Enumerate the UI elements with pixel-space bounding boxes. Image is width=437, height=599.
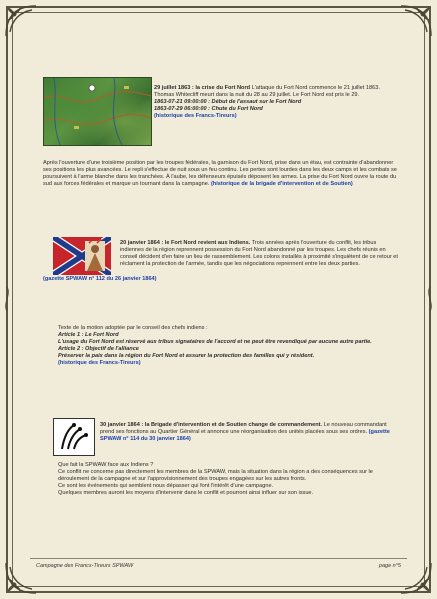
footer-title: Campagne des Francs-Tireurs SPWAW	[36, 563, 134, 569]
section3-paragraphs	[58, 462, 398, 497]
section1-lead: 29 juillet 1863 : la crise du Fort Nord	[154, 85, 251, 91]
article2-title: Article 2 : Objectif de l'alliance	[58, 346, 139, 353]
article1-body: L'usage du Fort Nord est réservé aux tribus signataires de l'accord et ne peut être revendiqué par aucune autre partie.	[58, 339, 372, 346]
section2-source2-link[interactable]: (historique des Francs-Tireurs)	[58, 360, 141, 367]
terrain-map-image	[43, 77, 152, 146]
section2-body: Trois années après l'ouverture du conflit, les tribus indiennes de la région reprennent possession du Fort Nord abandonné par les troupes. Les chefs réunis en conseil décident d'en faire un lieu de rassemblement. Les colons installés à proximité s'inquiètent de ce retour et réclament la protection de l'armée, tandis que les négociations reprennent entre les deux parties.	[120, 240, 398, 268]
section1-source-link[interactable]: (historique des Francs-Tireurs)	[154, 113, 237, 120]
footer-divider	[30, 558, 407, 559]
corner-ornament-icon	[2, 559, 40, 597]
section3-lead: 30 janvier 1864 : la Brigade d'intervention et de Soutien change de commandement.	[100, 422, 323, 428]
section3-p2: Ce conflit ne concerne pas directement les membres de la SPWAW, mais la situation dans la région a des conséquences sur le déroulement de la campagne et sur l'approvisionnement des troupes engagées sur les autres fronts.	[58, 469, 373, 483]
corner-ornament-icon	[397, 559, 435, 597]
section1-date-line1: 1863-07-21 09:00:00 : Début de l'assaut sur le Fort Nord	[154, 99, 302, 106]
section3-p1: Que fait la SPWAW face aux Indiens ?	[58, 462, 154, 468]
corner-ornament-icon	[2, 2, 40, 40]
section3-p4: Quelques membres auront les moyens d'intervenir dans le conflit et pourront ainsi influer sur son issue.	[58, 490, 314, 497]
section2-motion	[58, 325, 393, 368]
corner-ornament-icon	[397, 2, 435, 40]
article1-title: Article 1 : Le Fort Nord	[58, 332, 119, 339]
section2-continued	[43, 276, 398, 283]
section2-text	[120, 240, 400, 268]
confederate-flag-image	[53, 237, 111, 275]
section3-body: Le nouveau commandant prend ses fonctions au Quartier Général et annonce une réorganisation des unités placées sous ses ordres.	[100, 422, 387, 436]
section3-text	[100, 422, 398, 443]
side-ornament-icon	[2, 286, 12, 312]
section3-source-link[interactable]: (gazette SPWAW n° 114 du 30 janvier 1864)	[100, 429, 390, 443]
section1-body: L'attaque du Fort Nord commence le 21 juillet 1863. Thomas Whitecliff meurt dans la nuit du 28 au 29 juillet. Le Fort Nord est pris le 29.	[154, 85, 380, 99]
motion-intro: Texte de la motion adoptée par le conseil des chefs indiens :	[58, 325, 208, 331]
side-ornament-icon	[425, 286, 435, 312]
section1-date-line2: 1863-07-29 06:00:00 : Chute du Fort Nord	[154, 106, 263, 113]
section2-source-link[interactable]: (gazette SPWAW n° 112 du 26 janvier 1864)	[43, 276, 157, 282]
page-number: page n°5	[378, 563, 401, 569]
section1-text	[154, 85, 398, 120]
spwaw-logo-image	[53, 418, 95, 456]
article2-body: Préserver la paix dans la région du Fort Nord et assurer la protection des familles qui y résident.	[58, 353, 315, 360]
section1-paragraph2	[43, 160, 398, 188]
section3-p3: Ce sont les événements qui semblent nous dépasser qui font l'intérêt d'une campagne.	[58, 483, 274, 490]
section1-para2-source-link[interactable]: (historique de la brigade d'intervention et de Soutien)	[210, 181, 353, 188]
section2-lead: 20 janvier 1864 : le Fort Nord revient aux Indiens.	[120, 240, 251, 246]
section1-para2-text: Après l'ouverture d'une troisième position par les troupes fédérales, la garnison du Fort Nord, prise dans un étau, est contrainte d'abandonner ses positions les plus avancées. Le repli s'effectue de nuit sous un feu continu. Les pertes sont lourdes dans les deux camps et les combats se poursuivent à l'arme blanche dans les tranchées. À l'aube, les défenseurs épuisés déposent les armes. La prise du Fort Nord ouvre la route du sud aux forces fédérales et marque un tournant dans la campagne.	[43, 160, 397, 188]
